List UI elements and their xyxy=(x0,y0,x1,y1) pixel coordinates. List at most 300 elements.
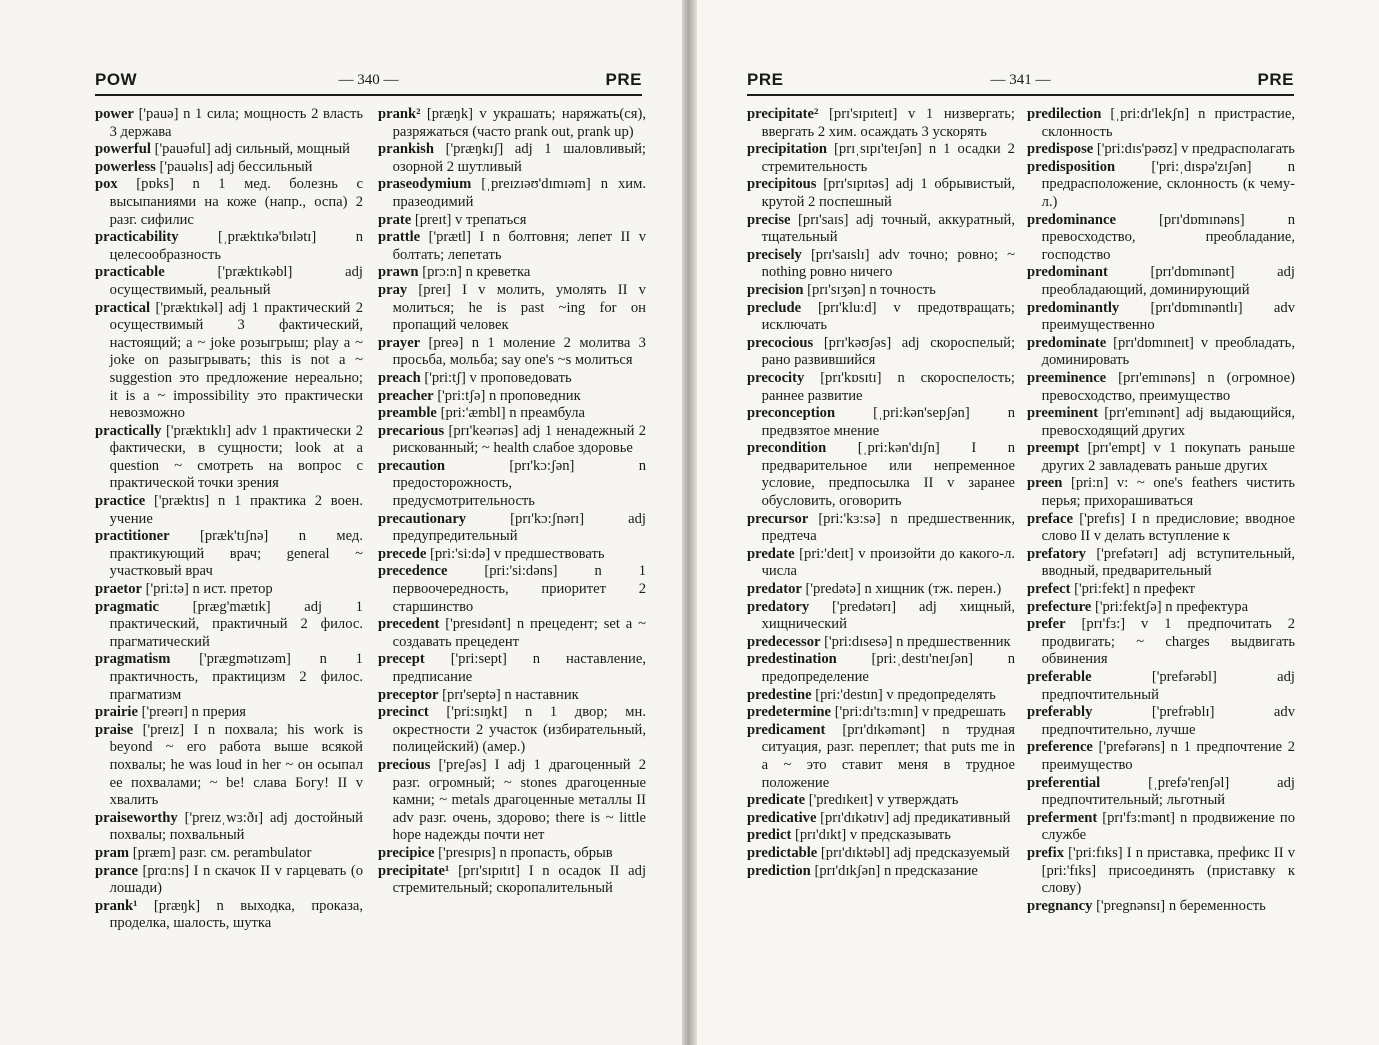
entry-definition: n 1 практика 2 воен. учение xyxy=(109,493,363,527)
header-rule xyxy=(95,94,642,96)
entry-definition: adj бессильный xyxy=(216,158,313,175)
entry-definition: adj достойный похвалы; похвальный xyxy=(109,809,363,844)
entry-transcription: [præŋk] xyxy=(426,106,473,122)
dictionary-entry xyxy=(95,704,363,722)
entry-definition: adv точно; ровно; ~ nothing ровно ничего xyxy=(761,246,1015,281)
dictionary-entry xyxy=(378,862,646,898)
entry-transcription: [pri:'si:dəns] xyxy=(484,563,558,580)
entry-transcription: [prɪ'dɪkt] xyxy=(794,827,847,844)
entry-definition: adj 1 ненадежный 2 рискованный; ~ health слабое здоровье xyxy=(392,422,646,457)
dictionary-entry xyxy=(95,422,363,493)
entry-transcription: ['pauəlɪs] xyxy=(159,158,214,175)
entry-transcription: [prɪ'klu:d] xyxy=(817,299,877,316)
entry-headword: pray xyxy=(378,281,408,298)
dictionary-entry xyxy=(1027,264,1295,299)
entry-headword: prankish xyxy=(378,141,434,158)
entry-headword: preacher xyxy=(378,387,434,404)
entry-headword: practicability xyxy=(95,229,179,246)
entry-transcription: ['pri:sɪŋkt] xyxy=(446,704,508,721)
entry-definition: n наставник xyxy=(504,686,579,703)
dictionary-entry xyxy=(95,862,363,898)
entry-headword: preferable xyxy=(1027,669,1092,685)
entry-transcription: ['predɪkeɪt] xyxy=(808,792,873,809)
dictionary-entry xyxy=(1027,440,1296,475)
dictionary-entry xyxy=(747,844,1015,863)
entry-headword: predicate xyxy=(747,792,806,809)
dictionary-entry xyxy=(747,633,1015,652)
entry-definition: adv предпочтительно, лучше xyxy=(1041,704,1295,738)
entry-transcription: ['pregnənsɪ] xyxy=(1096,897,1166,914)
entry-headword: preconception xyxy=(747,405,836,422)
entry-headword: predictable xyxy=(747,844,818,861)
entry-headword: prance xyxy=(95,862,138,879)
dictionary-entry xyxy=(747,581,1015,599)
entry-definition: v предопределять xyxy=(886,686,996,703)
entry-transcription: [præŋk] xyxy=(153,897,201,914)
entry-headword: predecessor xyxy=(747,633,821,650)
entry-definition: I v молить, умолять II v молиться; he is past ~ing for он пропащий человек xyxy=(392,281,646,334)
entry-transcription: ['preɪz] xyxy=(142,721,185,738)
entry-definition: adj 1 практический, практичный 2 филос. прагматический xyxy=(109,598,363,650)
entry-headword: precipice xyxy=(378,844,435,861)
dictionary-entry xyxy=(378,510,646,546)
dictionary-entry xyxy=(747,440,1016,510)
dictionary-entry xyxy=(1027,598,1295,617)
dictionary-entry xyxy=(95,528,364,581)
entry-definition: n прецедент; set a ~ создавать прецедент xyxy=(392,616,646,650)
dictionary-entry xyxy=(1027,669,1295,704)
entry-transcription: [prɪ'dɒmɪneɪt] xyxy=(1113,334,1194,351)
entry-definition: adj хищный, хищнический xyxy=(761,598,1015,633)
entry-column xyxy=(378,106,646,898)
entry-transcription: ['prefrəblɪ] xyxy=(1151,704,1215,721)
dictionary-entry xyxy=(378,545,646,564)
entry-definition: v преобладать, доминировать xyxy=(1041,334,1295,369)
entry-definition: n преамбула xyxy=(509,405,586,422)
entry-definition: v предрасполагать xyxy=(1181,141,1295,158)
entry-headword: precarious xyxy=(378,422,445,439)
entry-headword: pragmatic xyxy=(95,598,160,615)
entry-transcription: [ˌpri:kən'dɪʃn] xyxy=(857,440,940,457)
dictionary-entry xyxy=(1027,774,1295,810)
entry-headword: precondition xyxy=(747,440,827,457)
dictionary-entry xyxy=(1027,211,1295,265)
entry-definition: n 1 осадки 2 стремительность xyxy=(761,141,1015,175)
entry-definition: v трепаться xyxy=(455,211,527,228)
dictionary-entry xyxy=(1027,897,1295,916)
header-guide-word-right: PRE xyxy=(1257,70,1294,89)
entry-transcription: ['preʃəs] xyxy=(438,756,487,773)
dictionary-entry xyxy=(95,844,363,863)
entry-definition: n префектура xyxy=(1165,598,1249,615)
entry-definition: adj предпочтительный xyxy=(1041,669,1295,703)
entry-headword: prate xyxy=(378,211,412,228)
entry-definition: adj осуществимый, реальный xyxy=(109,264,363,298)
entry-definition: adj предсказуемый xyxy=(893,844,1010,861)
entry-definition: adv 1 практически 2 фактически, в сущности; look at a question ~ смотреть на вопрос с практической точки зрения xyxy=(109,422,363,492)
entry-transcription: ['pri:ˌdɪspə'zɪʃən] xyxy=(1151,158,1252,175)
entry-transcription: [prɪ'dɪktəbl] xyxy=(820,844,891,861)
header-guide-word-right: PRE xyxy=(605,70,642,89)
entry-transcription: [ˌpræktɪkə'bɪlətɪ] xyxy=(217,229,317,246)
entry-transcription: [ˌpri:dɪ'lekʃn] xyxy=(1110,106,1190,122)
entry-transcription: [prɔ:n] xyxy=(422,264,462,281)
dictionary-entry xyxy=(1027,158,1295,212)
entry-headword: preamble xyxy=(378,405,437,422)
entry-headword: praetor xyxy=(95,581,143,598)
entry-headword: prefecture xyxy=(1027,598,1092,615)
entry-headword: practically xyxy=(95,422,162,439)
entry-headword: predate xyxy=(747,545,795,562)
entry-headword: preach xyxy=(378,369,421,386)
entry-headword: precept xyxy=(378,651,425,668)
dictionary-entry xyxy=(378,387,646,406)
entry-transcription: ['præktɪkəl] xyxy=(155,299,223,316)
entry-definition: adj 1 обрывистый, крутой 2 поспешный xyxy=(761,176,1015,210)
entry-definition: adv преимущественно xyxy=(1041,299,1295,334)
dictionary-entry xyxy=(1027,616,1295,669)
dictionary-entry xyxy=(747,299,1015,335)
dictionary-entry xyxy=(747,510,1016,546)
dictionary-entry xyxy=(95,809,363,845)
page-number: — 340 — xyxy=(338,72,399,88)
entry-headword: prefer xyxy=(1027,616,1066,633)
header-guide-word-left: POW xyxy=(95,70,138,89)
entry-transcription: [præm] xyxy=(132,844,176,861)
entry-headword: preeminence xyxy=(1027,369,1107,386)
dictionary-entry xyxy=(378,369,646,388)
entry-definition: adj предпочтительный; льготный xyxy=(1041,774,1295,809)
entry-headword: preferential xyxy=(1027,774,1101,791)
dictionary-entry xyxy=(1027,809,1295,845)
dictionary-entry xyxy=(747,334,1015,370)
page-header xyxy=(95,70,642,98)
entry-headword: precipitate¹ xyxy=(378,862,450,879)
entry-definition: n пропасть, обрыв xyxy=(499,844,613,861)
book-gutter xyxy=(682,0,697,1045)
page-number: — 341 — xyxy=(990,72,1051,88)
entry-definition: n беременность xyxy=(1168,897,1266,914)
entry-transcription: [prɪ'sɪpɪtəs] xyxy=(823,176,890,193)
entry-headword: preferment xyxy=(1027,809,1098,826)
entry-headword: pox xyxy=(95,176,118,193)
entry-definition: n 1 моление 2 молитва 3 просьба, мольба; say one's ~s молиться xyxy=(392,334,646,369)
entry-transcription: [prɪ'dɪkʃən] xyxy=(814,862,881,879)
entry-headword: predominantly xyxy=(1027,299,1120,316)
entry-transcription: [prɪ'fɜ:mənt] xyxy=(1102,809,1176,826)
entry-headword: predatory xyxy=(747,598,810,615)
dictionary-entry xyxy=(378,281,646,335)
entry-headword: precocity xyxy=(747,369,805,386)
entry-transcription: [prɪ'dɪkəmənt] xyxy=(842,721,926,738)
entry-definition: n (огромное) превосходство, преимущество xyxy=(1041,369,1295,404)
entry-definition: I n предисловие; вводное слово II v делать вступление к xyxy=(1041,510,1296,545)
entry-headword: praiseworthy xyxy=(95,809,178,826)
entry-headword: pragmatism xyxy=(95,651,171,668)
entry-definition: n предвзятое мнение xyxy=(761,405,1015,439)
dictionary-entry xyxy=(1027,106,1295,141)
dictionary-entry xyxy=(747,686,1015,705)
entry-definition: n 1 первоочередность, приоритет 2 старшинство xyxy=(392,563,646,615)
entry-headword: preeminent xyxy=(1027,405,1099,422)
dictionary-entry xyxy=(747,176,1015,211)
entry-transcription: ['pri:tʃə] xyxy=(437,387,486,404)
right-page xyxy=(697,0,1379,1045)
entry-definition: n пристрастие, склонность xyxy=(1041,106,1295,140)
entry-transcription: [prɪˌsɪpɪ'teɪʃən] xyxy=(834,141,922,158)
entry-headword: preclude xyxy=(747,299,802,316)
entry-definition: I n похвала; his work is beyond ~ его работа выше всякой похвалы; he was loud in her ~ он осыпал ее похвалами; ~ be! слава Богу! II v хвалить xyxy=(109,721,363,809)
dictionary-entry xyxy=(747,246,1015,282)
page-header xyxy=(747,70,1294,98)
entry-transcription: ['predətə] xyxy=(805,581,861,598)
entry-definition: разг. см. perambulator xyxy=(179,844,312,861)
entry-transcription: [prɪ'kəʊʃəs] xyxy=(823,334,892,351)
entry-transcription: [præk'tɪʃnə] xyxy=(200,528,269,545)
entry-transcription: ['præktɪkəbl] xyxy=(217,264,293,281)
entry-transcription: [prɪ'dɪkətɪv] xyxy=(820,809,890,826)
dictionary-entry xyxy=(1027,739,1295,774)
entry-headword: predestination xyxy=(747,651,837,668)
entry-headword: predispose xyxy=(1027,141,1094,158)
entry-definition: n мед. практикующий врач; general ~ участковый врач xyxy=(109,528,364,580)
entry-headword: precautionary xyxy=(378,510,467,527)
entry-headword: power xyxy=(95,106,134,122)
header-rule xyxy=(747,94,1294,96)
entry-headword: practicable xyxy=(95,264,165,281)
entry-definition: n наставление, предписание xyxy=(392,651,646,685)
dictionary-entry xyxy=(378,211,646,230)
entry-transcription: ['pauə] xyxy=(138,106,179,122)
entry-headword: precedence xyxy=(378,563,448,580)
dictionary-entry xyxy=(747,704,1015,722)
entry-definition: n ист. претор xyxy=(192,581,273,598)
entry-definition: adj скороспелый; рано развившийся xyxy=(761,334,1015,369)
entry-definition: n проповедник xyxy=(488,387,581,404)
entry-definition: I n предварительное или непременное условие, предпосылка II v заранее обусловить, оговорить xyxy=(761,440,1016,510)
entry-transcription: ['pri:dɪ'tɜ:mɪn] xyxy=(834,704,919,721)
entry-definition: adj 1 практический 2 осуществимый 3 фактический, настоящий; a ~ joke розыгрыш; play a ~ joke on разыгрывать; this is not a ~ suggestion это предложение нереально; it is a ~ impossibility это практически невозможно xyxy=(109,299,363,422)
dictionary-entry xyxy=(95,493,363,528)
entry-definition: n точность xyxy=(869,281,936,298)
entry-headword: precedent xyxy=(378,616,440,633)
entry-headword: prattle xyxy=(378,229,421,246)
entry-transcription: ['pri:fɪks] xyxy=(1068,844,1123,861)
entry-headword: preempt xyxy=(1027,440,1080,457)
entry-definition: I n осадок II adj стремительный; скоропалительный xyxy=(392,862,646,897)
entry-headword: prediction xyxy=(747,862,811,879)
entry-headword: powerless xyxy=(95,158,156,175)
entry-definition: adj предикативный xyxy=(892,809,1011,826)
entry-transcription: [prɪ'keərɪəs] xyxy=(448,422,519,439)
entry-headword: prank¹ xyxy=(95,897,138,914)
entry-transcription: [prɪ'kɒsɪtɪ] xyxy=(820,369,882,386)
dictionary-entry xyxy=(747,809,1015,828)
entry-headword: precisely xyxy=(747,246,802,263)
dictionary-entry xyxy=(378,334,646,370)
entry-transcription: ['presɪdənt] xyxy=(445,616,512,633)
entry-definition: n префект xyxy=(1133,581,1196,598)
entry-headword: precede xyxy=(378,545,427,562)
dictionary-entry xyxy=(95,299,363,423)
entry-headword: preference xyxy=(1027,739,1093,756)
entry-headword: powerful xyxy=(95,141,151,158)
entry-transcription: [prɪ'empt] xyxy=(1087,440,1146,457)
entry-headword: predisposition xyxy=(1027,158,1116,175)
entry-transcription: [ˌpri:kən'sepʃən] xyxy=(873,405,970,422)
dictionary-entry xyxy=(1027,844,1295,898)
entry-transcription: [prɪ'sɪpɪtɪt] xyxy=(458,862,520,879)
dictionary-entry xyxy=(378,457,646,511)
entry-definition: v предрешать xyxy=(921,704,1006,721)
dictionary-entry xyxy=(378,756,646,845)
entry-headword: prefatory xyxy=(1027,545,1086,562)
entry-transcription: ['pri:fektʃə] xyxy=(1094,598,1162,615)
entry-headword: practice xyxy=(95,493,146,510)
entry-definition: n хим. празеодимий xyxy=(392,176,646,210)
entry-headword: practical xyxy=(95,299,151,316)
entry-transcription: [ˌprefə'renʃəl] xyxy=(1148,774,1230,791)
dictionary-entry xyxy=(747,827,1015,845)
entry-definition: v проповедовать xyxy=(469,369,572,386)
entry-transcription: [præg'mætɪk] xyxy=(192,598,271,615)
entry-definition: n предосторожность, предусмотрительность xyxy=(392,457,646,510)
entry-definition: n хищник (тж. перен.) xyxy=(864,581,1002,598)
entry-transcription: ['prefətərɪ] xyxy=(1096,545,1159,562)
entry-headword: prayer xyxy=(378,334,421,351)
entry-definition: v произойти до какого-л. числа xyxy=(761,545,1015,580)
dictionary-entry xyxy=(378,422,646,458)
dictionary-entry xyxy=(747,792,1015,810)
entry-headword: precaution xyxy=(378,457,446,474)
dictionary-entry xyxy=(95,106,363,141)
entry-definition: n предшественник xyxy=(896,633,1011,650)
entry-headword: praise xyxy=(95,721,134,738)
entry-transcription: [prɪ'saɪslɪ] xyxy=(810,246,870,263)
entry-definition: v: ~ one's feathers чистить перья; прихорашиваться xyxy=(1041,475,1295,510)
entry-headword: predetermine xyxy=(747,704,832,721)
entry-transcription: [pri:ˌdestɪ'neɪʃən] xyxy=(871,651,973,668)
entry-definition: adj точный, аккуратный, тщательный xyxy=(761,211,1015,246)
dictionary-entry xyxy=(95,158,363,177)
entry-definition: n продвижение по службе xyxy=(1041,809,1295,844)
dictionary-entry xyxy=(95,897,363,933)
entry-transcription: [prɪ'dɒmɪnəns] xyxy=(1158,211,1245,228)
entry-definition: adj вступительный, вводный, предварительный xyxy=(1041,545,1295,580)
dictionary-entry xyxy=(378,563,646,616)
dictionary-entry xyxy=(95,581,363,599)
dictionary-entry xyxy=(1027,704,1295,739)
entry-transcription: [prɪ'sɪʒən] xyxy=(807,281,866,298)
entry-headword: precise xyxy=(747,211,791,228)
dictionary-entry xyxy=(378,844,646,863)
entry-transcription: ['pri:tʃ] xyxy=(424,369,466,386)
entry-transcription: [prɪ'kɔ:ʃnərɪ] xyxy=(510,510,585,527)
entry-headword: precursor xyxy=(747,510,809,527)
dictionary-entry xyxy=(747,405,1015,440)
entry-headword: preceptor xyxy=(378,686,439,703)
dictionary-entry xyxy=(95,264,363,299)
entry-headword: predominate xyxy=(1027,334,1107,351)
dictionary-entry xyxy=(747,106,1015,141)
entry-definition: v предсказывать xyxy=(849,827,951,844)
entry-headword: pram xyxy=(95,844,130,861)
dictionary-entry xyxy=(747,141,1015,176)
dictionary-entry xyxy=(95,141,363,159)
entry-definition: n предрасположение, склонность (к чему-л.) xyxy=(1041,158,1295,210)
entry-definition: n 1 двор; мн. окрестности 2 участок (избирательный, полицейский) (амер.) xyxy=(392,704,646,756)
entry-transcription: [prɪ'emɪnənt] xyxy=(1104,405,1180,422)
entry-transcription: [prɪ'fɜ:] xyxy=(1081,616,1126,633)
entry-definition: adj 1 шаловливый; озорной 2 шутливый xyxy=(392,141,646,175)
dictionary-entry xyxy=(747,211,1015,247)
entry-transcription: [prɪ'dɒmɪnənt] xyxy=(1150,264,1235,281)
entry-transcription: ['pri:tə] xyxy=(145,581,189,598)
dictionary-entry xyxy=(747,545,1015,581)
entry-transcription: [pɒks] xyxy=(136,176,174,193)
entry-headword: predilection xyxy=(1027,106,1102,122)
entry-definition: n предопределение xyxy=(761,651,1015,685)
dictionary-entry xyxy=(1027,581,1295,599)
entry-transcription: ['prefərəbl] xyxy=(1151,669,1217,685)
entry-transcription: [pri:'si:də] xyxy=(430,545,491,562)
entry-transcription: [prɪ'saɪs] xyxy=(798,211,849,228)
entry-transcription: [pri:'deɪt] xyxy=(799,545,854,562)
entry-headword: predict xyxy=(747,827,792,844)
entry-transcription: ['prægmətɪzəm] xyxy=(199,651,291,668)
entry-definition: adj преобладающий, доминирующий xyxy=(1041,264,1295,298)
entry-headword: precision xyxy=(747,281,804,298)
entry-transcription: ['pri:sept] xyxy=(450,651,507,668)
entry-definition: v 1 низвергать; ввергать 2 хим. осаждать 3 ускорять xyxy=(761,106,1015,140)
entry-definition: I adj 1 драгоценный 2 разг. огромный; ~ stones драгоценные камни; ~ metals драгоценные металлы II adv разг. очень, здорово; there is ~ little hope надежды почти нет xyxy=(392,756,646,844)
entry-definition: v украшать; наряжать(ся), разряжаться (часто prank out, prank up) xyxy=(392,106,646,140)
entry-transcription: ['præktɪs] xyxy=(153,493,210,510)
entry-headword: prairie xyxy=(95,704,138,721)
dictionary-entry xyxy=(1027,141,1295,159)
entry-definition: n скороспелость; раннее развитие xyxy=(761,369,1015,404)
dictionary-entry xyxy=(1027,369,1295,405)
dictionary-entry xyxy=(95,651,363,704)
entry-headword: prefect xyxy=(1027,581,1071,598)
entry-headword: precocious xyxy=(747,334,814,351)
dictionary-entry xyxy=(1027,510,1296,546)
entry-transcription: ['prefərəns] xyxy=(1098,739,1166,756)
dictionary-entry xyxy=(95,598,363,652)
entry-transcription: ['pri:dɪs'pəʊz] xyxy=(1096,141,1178,158)
entry-transcription: [prɪ'emɪnəns] xyxy=(1118,369,1196,386)
entry-headword: prawn xyxy=(378,264,419,281)
entry-headword: pregnancy xyxy=(1027,897,1093,914)
entry-transcription: [prɪ'septə] xyxy=(442,686,501,703)
entry-transcription: [prɑ:ns] xyxy=(142,862,190,879)
dictionary-entry xyxy=(378,106,646,141)
entry-definition: n 1 предпочтение 2 преимущество xyxy=(1041,739,1295,773)
dictionary-entry xyxy=(95,176,363,229)
entry-transcription: ['præŋkɪʃ] xyxy=(445,141,504,158)
dictionary-entry xyxy=(378,229,646,264)
entry-definition: v утверждать xyxy=(876,792,959,809)
entry-transcription: ['preɪzˌwɜ:ðɪ] xyxy=(184,809,264,826)
dictionary-entry xyxy=(1027,334,1295,370)
entry-headword: precipitate² xyxy=(747,106,819,122)
entry-transcription: ['præktɪklɪ] xyxy=(165,422,232,439)
dictionary-entry xyxy=(747,651,1015,686)
entry-headword: predominance xyxy=(1027,211,1116,228)
entry-headword: precinct xyxy=(378,704,429,721)
entry-headword: practitioner xyxy=(95,528,170,545)
entry-column xyxy=(747,106,1015,880)
